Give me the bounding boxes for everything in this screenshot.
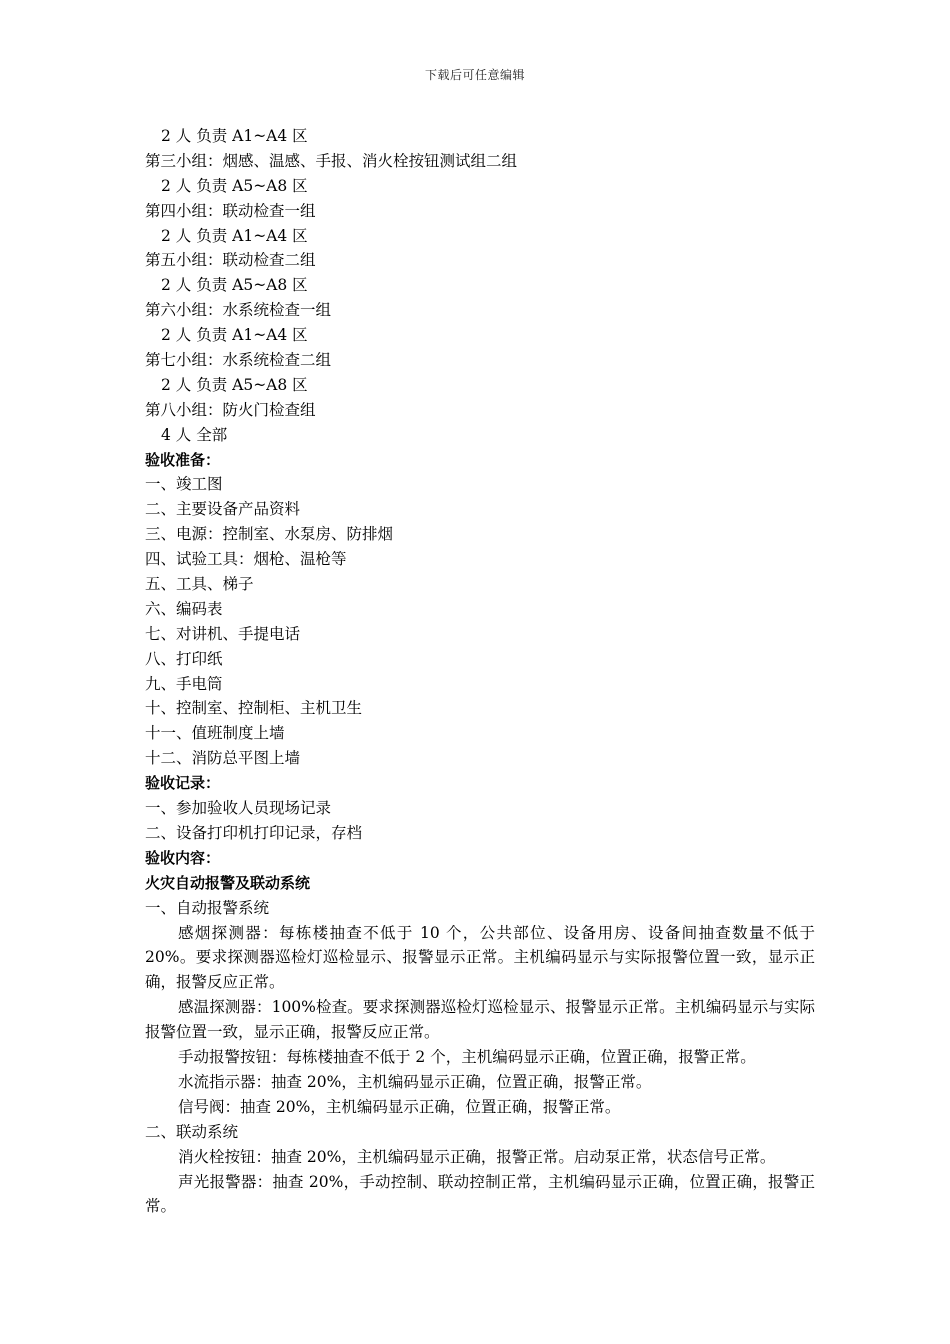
- paragraph: 声光报警器：抽查 20%，手动控制、联动控制正常，主机编码显示正确，位置正确，报警正常。: [145, 1172, 815, 1216]
- text-line: 十二、消防总平图上墙: [145, 749, 301, 768]
- paragraph: 消火栓按钮：抽查 20%，主机编码显示正确，报警正常。启动泵正常，状态信号正常。: [178, 1147, 776, 1166]
- text-line: 十、控制室、控制柜、主机卫生: [145, 699, 363, 718]
- text-line: 2 人 负责 A1~A4 区: [161, 226, 308, 245]
- section-heading: 验收内容：: [145, 848, 221, 867]
- text-line: 二、主要设备产品资料: [145, 500, 301, 519]
- text-line: 一、参加验收人员现场记录: [145, 799, 332, 818]
- text-line: 第五小组：联动检查二组: [145, 251, 316, 270]
- text-line: 四、试验工具：烟枪、温枪等: [145, 550, 347, 569]
- text-line: 七、对讲机、手提电话: [145, 624, 301, 643]
- paragraph: 水流指示器：抽查 20%，主机编码显示正确，位置正确，报警正常。: [178, 1072, 652, 1091]
- text-line: 六、编码表: [145, 599, 223, 618]
- text-line: 2 人 负责 A1~A4 区: [161, 127, 308, 145]
- text-line: 第七小组：水系统检查二组: [145, 351, 332, 370]
- text-line: 2 人 负责 A5~A8 区: [161, 375, 308, 394]
- text-line: 第四小组：联动检查一组: [145, 201, 316, 220]
- text-line: 第三小组：烟感、温感、手报、消火栓按钮测试组二组: [145, 151, 518, 170]
- paragraph: 感温探测器：100%检查。要求探测器巡检灯巡检显示、报警显示正常。主机编码显示与实际报警位置一致，显示正确，报警反应正常。: [145, 998, 815, 1042]
- text-line: 十一、值班制度上墙: [145, 724, 285, 743]
- paragraph: 手动报警按钮：每栋楼抽查不低于 2 个，主机编码显示正确，位置正确，报警正常。: [178, 1048, 756, 1067]
- section-heading: 火灾自动报警及联动系统: [145, 873, 311, 892]
- paragraph-list: [145, 921, 815, 1120]
- section-heading: 验收准备：: [145, 450, 221, 469]
- text-line: 三、电源：控制室、水泵房、防排烟: [145, 525, 394, 544]
- text-line: 2 人 负责 A5~A8 区: [161, 276, 308, 295]
- text-line: 一、竣工图: [145, 475, 223, 494]
- line-list: [145, 124, 815, 921]
- text-line: 二、设备打印机打印记录，存档: [145, 823, 363, 842]
- text-line: 五、工具、梯子: [145, 575, 254, 594]
- document-body: [145, 124, 815, 1219]
- paragraph-list-2: [145, 1145, 815, 1220]
- section-heading: 验收记录：: [145, 774, 221, 793]
- text-line: 2 人 负责 A1~A4 区: [161, 326, 308, 345]
- text-line: 九、手电筒: [145, 674, 223, 693]
- text-line: 第八小组：防火门检查组: [145, 400, 316, 419]
- section-title: 二、联动系统: [145, 1122, 239, 1141]
- paragraph: 信号阀：抽查 20%，主机编码显示正确，位置正确，报警正常。: [178, 1097, 621, 1116]
- text-line: 4 人 全部: [161, 425, 228, 444]
- text-line: 一、自动报警系统: [145, 898, 270, 917]
- page-header: 下载后可任意编辑: [424, 68, 525, 82]
- text-line: 第六小组：水系统检查一组: [145, 301, 332, 320]
- text-line: 2 人 负责 A5~A8 区: [161, 176, 308, 195]
- paragraph: 感烟探测器：每栋楼抽查不低于 10 个，公共部位、设备用房、设备间抽查数量不低于 20%。要求探测器巡检灯巡检显示、报警显示正常。主机编码显示与实际报警位置一致，显示正确，报警反应正常。: [145, 923, 815, 992]
- text-line: 八、打印纸: [145, 649, 223, 668]
